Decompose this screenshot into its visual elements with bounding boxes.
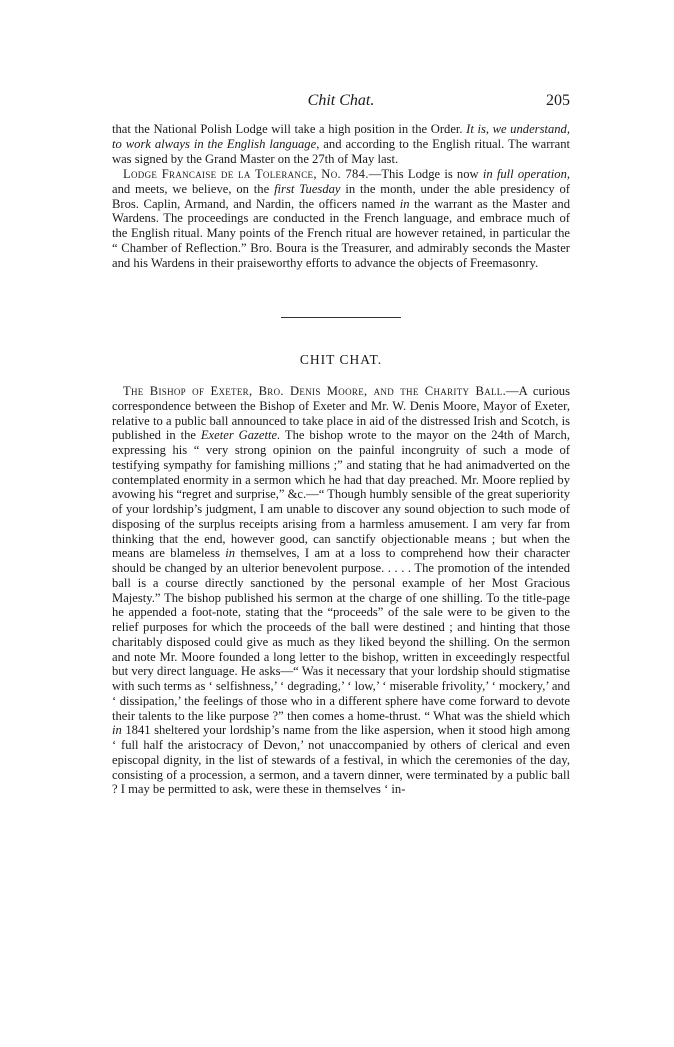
page-number: 205: [546, 92, 570, 109]
running-head: [112, 92, 570, 116]
paragraph-lodge-francaise: Lodge Francaise de la Tolerance, No. 784.—This Lodge is now in full operation, and meets, we believe, on the first Tuesday in the month, under the able presidency of Bros. Caplin, Armand, and Nardin, the officers named in the warrant as the Master and Wardens. The proceedings are conducted in the French language, and embrace much of the English ritual. Many points of the French ritual are however retained, in particular the “ Chamber of Reflection.” Bro. Boura is the Treasurer, and admirably seconds the Master and his Wardens in their praiseworthy efforts to advance the objects of Freemasonry.: [112, 166, 571, 271]
section-divider: [281, 317, 401, 318]
document-page: [112, 92, 570, 797]
running-title: Chit Chat.: [307, 92, 375, 109]
paragraph-polish-lodge: that the National Polish Lodge will take a high position in the Order. It is, we understand, to work always in the English language, and according to the English ritual. The warrant was signed by the Grand Master on the 27th of May last.: [112, 122, 571, 166]
section-lodge-notes: [112, 122, 570, 271]
section-heading: CHIT CHAT.: [299, 352, 383, 368]
section-chit-chat: [112, 384, 570, 797]
paragraph-bishop-of-exeter: The Bishop of Exeter, Bro. Denis Moore, and the Charity Ball.—A curious correspondence between the Bishop of Exeter and Mr. W. Denis Moore, Mayor of Exeter, relative to a public ball announced to take place in aid of the distressed Irish and Scotch, is published in the Exeter Gazette. The bishop wrote to the mayor on the 24th of March, expressing his “ very strong opinion on the painful incongruity of such a mode of testifying sympathy for famishing millions ;” and stating that he had animadverted on the contemplated enormity in a sermon which he had that day preached. Mr. Moore replied by avowing his “regret and surprise,” &c.—“ Though humbly sensible of the great superiority of your lordship’s judgment, I am unable to discover any sound objection to such mode of disposing of the surplus receipts arising from a harmless amusement. I am very far from thinking that the end, however good, can sanctify objectionable means ; but when the means are blameless in themselves, I am at a loss to comprehend how their character should be changed by an ulterior benevolent purpose. . . . . The promotion of the intended ball is a course directly sanctioned by the personal example of her Most Gracious Majesty.” The bishop published his sermon at the charge of one shilling. To the title-page he appended a foot-note, stating that the “proceeds” of the sale were to be given to the relief purposes for which the proceeds of the ball were destined ; and hinting that those charitably disposed could give as much as they liked beyond the shilling. On the sermon and note Mr. Moore founded a long letter to the bishop, written in exceedingly respectful but very direct language. He asks—“ Was it necessary that your lordship should stigmatise with such terms as ‘ selfishness,’ ‘ degrading,’ ‘ low,’ ‘ miserable frivolity,’ ‘ mockery,’ and ‘ dissipation,’ the feelings of those who in a different sphere have come forward to devote their talents to the like purpose ?” then comes a home-thrust. “ What was the shield which in 1841 sheltered your lordship’s name from the like aspersion, when it stood high among ‘ full half the aristocracy of Devon,’ not unaccompanied by others of clerical and even episcopal dignity, in the list of stewards of a festival, in which the ceremonies of the day, consisting of a procession, a sermon, and a tavern dinner, were terminated by a public ball ? I may be permitted to ask, were these in themselves ‘ in-: [112, 384, 571, 797]
paragraph-lead-in: The Bishop of Exeter, Bro. Denis Moore, and the Charity Ball.: [123, 384, 507, 399]
paragraph-lead-in: Lodge Francaise de la Tolerance, No. 784.: [123, 166, 369, 181]
